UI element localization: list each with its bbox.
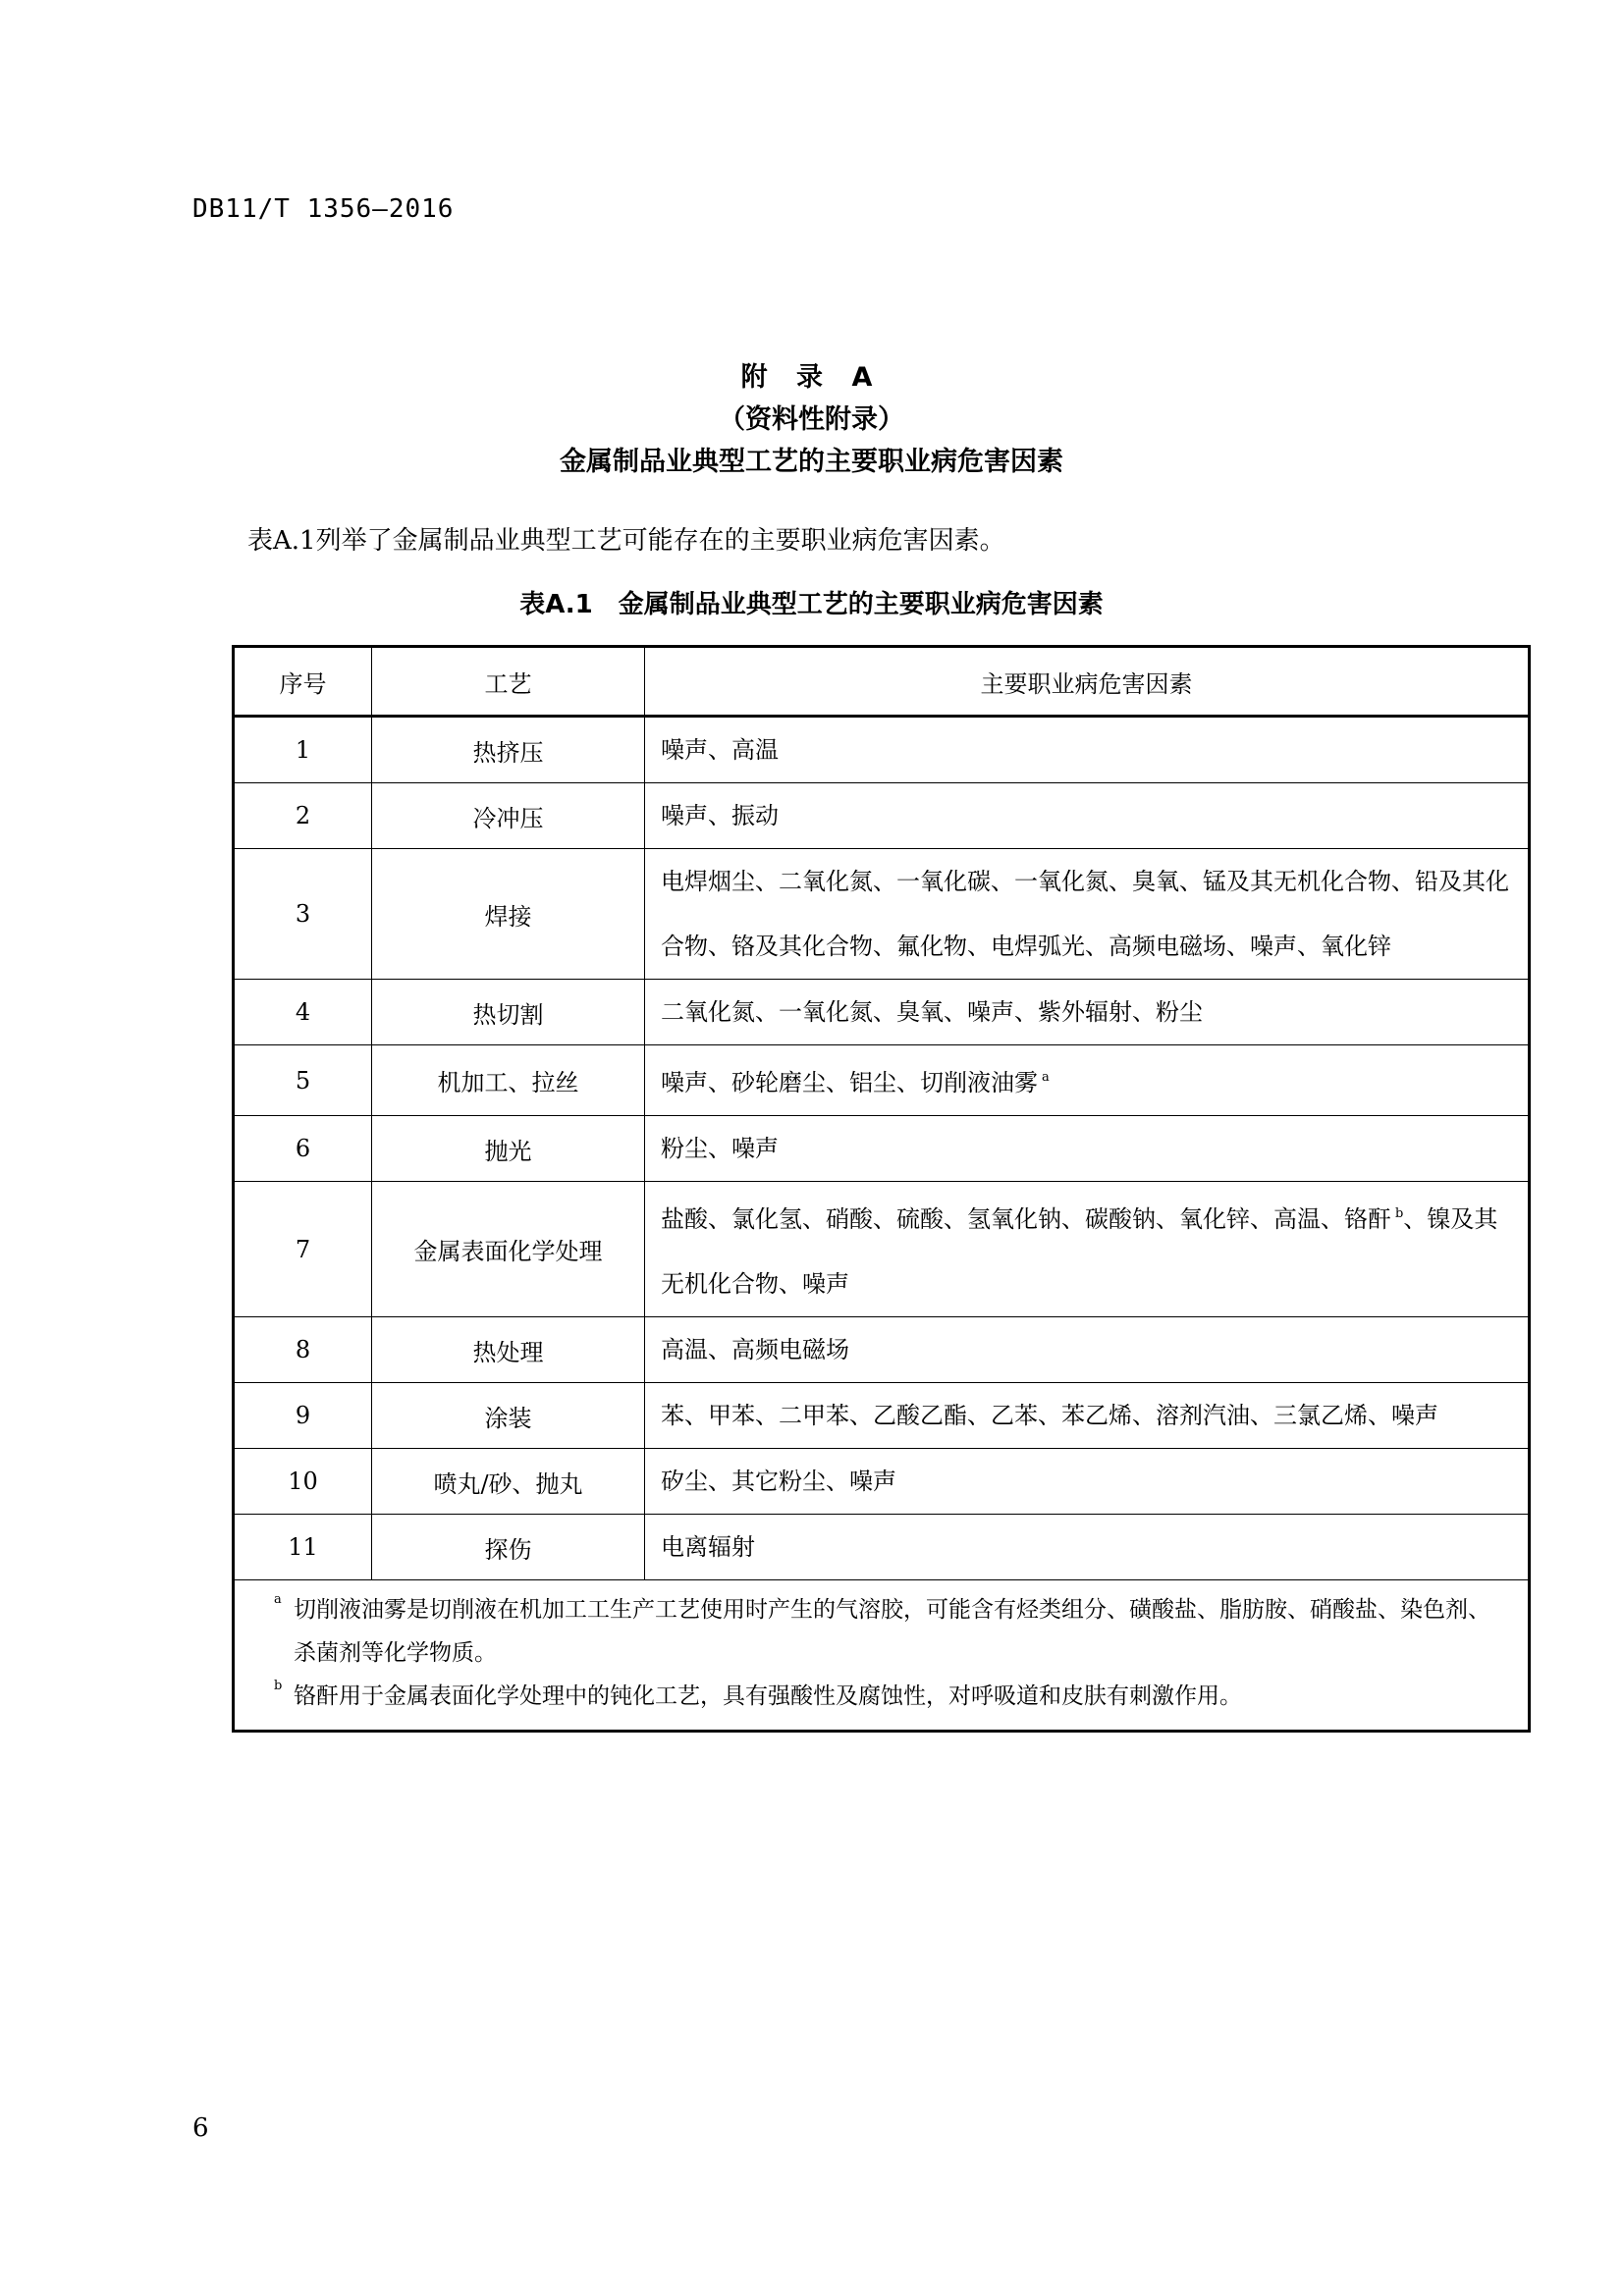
table-row — [234, 1182, 1530, 1317]
row-num: 7 — [234, 1182, 372, 1317]
footnote-mark: a — [274, 1592, 282, 1607]
row-hazards: 粉尘、噪声 — [645, 1116, 1530, 1182]
footnotes-cell — [234, 1580, 1530, 1732]
row-process: 热处理 — [372, 1317, 645, 1383]
row-hazards: 苯、甲苯、二甲苯、乙酸乙酯、乙苯、苯乙烯、溶剂汽油、三氯乙烯、噪声 — [645, 1383, 1530, 1449]
table-row — [234, 1449, 1530, 1515]
table-header-row — [234, 647, 1530, 717]
table-row — [234, 1045, 1530, 1116]
footnote-ref-a: a — [1042, 1070, 1050, 1085]
table-row — [234, 1317, 1530, 1383]
footnote-b — [274, 1675, 1512, 1718]
footnote-ref-b: b — [1395, 1206, 1404, 1221]
row-process: 喷丸/砂、抛丸 — [372, 1449, 645, 1515]
header-hazards: 主要职业病危害因素 — [645, 647, 1530, 717]
table-row — [234, 717, 1530, 783]
row-process: 抛光 — [372, 1116, 645, 1182]
row-num: 11 — [234, 1515, 372, 1580]
table-row — [234, 849, 1530, 980]
footnote-text: 切削液油雾是切削液在机加工工生产工艺使用时产生的气溶胶，可能含有烃类组分、磺酸盐、脂肪胺、硝酸盐、染色剂、杀菌剂等化学物质。 — [294, 1597, 1490, 1666]
row-hazards: 噪声、高温 — [645, 717, 1530, 783]
table-row — [234, 1116, 1530, 1182]
document-code: DB11/T 1356—2016 — [192, 194, 455, 224]
header-num: 序号 — [234, 647, 372, 717]
row-hazards: 噪声、振动 — [645, 783, 1530, 849]
row-process: 探伤 — [372, 1515, 645, 1580]
row-hazards-text-cont: 、镍及其无机化合物、噪声 — [661, 1205, 1498, 1298]
row-process: 机加工、拉丝 — [372, 1045, 645, 1116]
row-hazards — [645, 1045, 1530, 1116]
row-num: 9 — [234, 1383, 372, 1449]
table-row — [234, 1515, 1530, 1580]
row-hazards: 二氧化氮、一氧化氮、臭氧、噪声、紫外辐射、粉尘 — [645, 980, 1530, 1045]
row-hazards: 高温、高频电磁场 — [645, 1317, 1530, 1383]
row-num: 3 — [234, 849, 372, 980]
row-hazards-text: 盐酸、氯化氢、硝酸、硫酸、氢氧化钠、碳酸钠、氧化锌、高温、铬酐 — [661, 1205, 1391, 1233]
table-caption-label: 表A.1 — [519, 590, 593, 619]
table-row — [234, 783, 1530, 849]
table-caption-title: 金属制品业典型工艺的主要职业病危害因素 — [618, 590, 1104, 619]
row-num: 2 — [234, 783, 372, 849]
row-process: 热挤压 — [372, 717, 645, 783]
hazards-table — [232, 645, 1531, 1733]
appendix-heading: 金属制品业典型工艺的主要职业病危害因素 — [560, 447, 1063, 477]
row-num: 1 — [234, 717, 372, 783]
footnote-text: 铬酐用于金属表面化学处理中的钝化工艺，具有强酸性及腐蚀性，对呼吸道和皮肤有刺激作用。 — [294, 1683, 1242, 1709]
row-process: 热切割 — [372, 980, 645, 1045]
table-row — [234, 1383, 1530, 1449]
footnote-mark: b — [274, 1679, 283, 1693]
footnote-a — [274, 1588, 1512, 1675]
intro-paragraph: 表A.1列举了金属制品业典型工艺可能存在的主要职业病危害因素。 — [247, 526, 1005, 556]
row-num: 6 — [234, 1116, 372, 1182]
row-process: 焊接 — [372, 849, 645, 980]
row-hazards — [645, 1182, 1530, 1317]
row-process: 冷冲压 — [372, 783, 645, 849]
page-number: 6 — [192, 2113, 209, 2143]
row-num: 10 — [234, 1449, 372, 1515]
row-hazards: 电焊烟尘、二氧化氮、一氧化碳、一氧化氮、臭氧、锰及其无机化合物、铅及其化合物、铬及其化合物、氟化物、电焊弧光、高频电磁场、噪声、氧化锌 — [645, 849, 1530, 980]
row-hazards: 矽尘、其它粉尘、噪声 — [645, 1449, 1530, 1515]
row-hazards-text: 噪声、砂轮磨尘、铝尘、切削液油雾 — [661, 1069, 1038, 1096]
appendix-subtitle: （资料性附录） — [719, 404, 904, 435]
row-process: 涂装 — [372, 1383, 645, 1449]
header-process: 工艺 — [372, 647, 645, 717]
row-num: 8 — [234, 1317, 372, 1383]
footnotes-row — [234, 1580, 1530, 1732]
table-row — [234, 980, 1530, 1045]
row-process: 金属表面化学处理 — [372, 1182, 645, 1317]
appendix-title: 附 录 A — [740, 362, 883, 393]
row-hazards: 电离辐射 — [645, 1515, 1530, 1580]
row-num: 4 — [234, 980, 372, 1045]
row-num: 5 — [234, 1045, 372, 1116]
table-caption — [0, 584, 1623, 620]
